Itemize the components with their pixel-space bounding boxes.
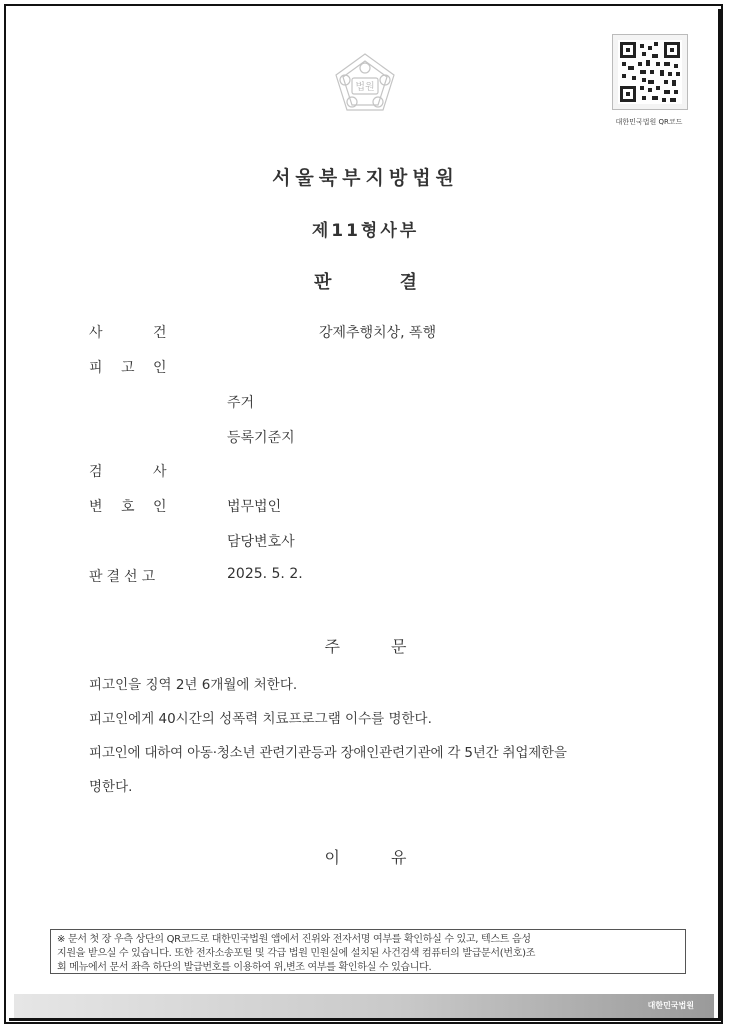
notice-line-2: 지원을 받으실 수 있습니다. 또한 전자소송포털 및 각급 법원 민원실에 설치된 사건검색 컴퓨터의 발급문서(번호)조	[57, 948, 536, 959]
court-name: 서울북부지방법원	[272, 167, 459, 189]
law-firm-label: 법무법인	[227, 499, 282, 515]
footer-band	[14, 994, 714, 1018]
seal-text: 법원	[355, 82, 375, 93]
verification-notice	[50, 929, 686, 974]
defendant-label: 피 고 인	[89, 360, 167, 376]
counsel-label: 변 호 인	[89, 499, 167, 515]
qr-code-block	[612, 34, 692, 127]
court-seal-icon	[330, 50, 400, 120]
prosecutor-label: 검 사	[89, 464, 167, 480]
qr-code[interactable]	[612, 34, 688, 110]
notice-line-3: 회 메뉴에서 문서 좌측 하단의 발급번호를 이용하여 위,변조 여부를 확인하실 수 있습니다.	[57, 962, 432, 973]
order-heading: 주 문	[324, 637, 407, 656]
order-line-4: 명한다.	[89, 779, 133, 795]
order-line-2: 피고인에게 40시간의 성폭력 치료프로그램 이수를 명한다.	[89, 711, 432, 727]
case-label: 사 건	[89, 325, 167, 341]
attorney-label: 담당변호사	[227, 534, 295, 550]
notice-line-1: ※ 문서 첫 장 우측 상단의 QR코드로 대한민국법원 앱에서 진위와 전자서명 여부를 확인하실 수 있고, 텍스트 음성	[57, 934, 531, 945]
order-line-3: 피고인에 대하여 아동·청소년 관련기관등과 장애인관련기관에 각 5년간 취업제한을	[89, 745, 567, 761]
footer-court-mark: 대한민국법원	[647, 1001, 694, 1010]
registered-domicile-label: 등록기준지	[227, 430, 295, 446]
sentencing-label: 판결선고	[89, 569, 160, 585]
sentencing-date: 2025. 5. 2.	[227, 566, 303, 582]
division-name: 제11형사부	[311, 221, 420, 241]
document-title: 판 결	[313, 272, 418, 293]
residence-label: 주거	[227, 395, 255, 411]
qr-code-icon	[618, 40, 682, 104]
order-line-1: 피고인을 징역 2년 6개월에 처한다.	[89, 677, 298, 693]
reasons-heading: 이 유	[324, 848, 407, 867]
case-value: 강제추행치상, 폭행	[319, 325, 437, 341]
qr-caption: 대한민국법원 QR코드	[615, 118, 683, 126]
